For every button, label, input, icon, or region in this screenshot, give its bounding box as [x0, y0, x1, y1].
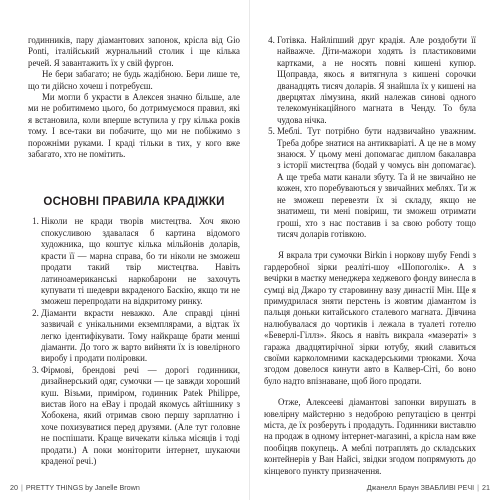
left-book-title: PRETTY THINGS — [25, 483, 84, 492]
left-footer: 20 | PRETTY THINGS by Janelle Brown — [10, 483, 140, 492]
left-page-number: 20 — [10, 483, 18, 492]
section-heading: ОСНОВНІ ПРАВИЛА КРАДІЖКИ — [43, 196, 225, 209]
right-paragraph-birkin: Я вкрала три сумочки Birkin і норкову шубу Fendi з гардеробної зірки реаліті-шоу «Шопоголік». А з вечірки в маєтку менеджера хеджевого фонду винесла в сумці від Джаро ту старовинну вазу династії Мін. Ще я примудрилася зняти перстень із жовтим діамантом із пальця доньки китайського сталевого магната. Дівчина налюбувалася до чортиків і лежала в туалеті готелю «Беверлі-Гіллз». Якось я навіть викрала «мазераті» з гаража двадцятирічної зірки ютубу, який славиться своїми карколомними каскадерськими трюками. Хоча згодом довелося кинути авто в Калвер-Сіті, бо воно було надто впізнаване, щоб його продати. — [264, 250, 476, 386]
rule-item-4: 4. Готівка. Найліпший друг крадія. Але роздобути її найважче. Діти-мажори ходять із пластиковими картками, а не носять повні кишені купюр. Щоправда, якось я витягнула з кишені сорочки дванадцять тисяч доларів. Я знайшла їх у кишені на дверцятах лімузина, який належав синові одного телекомунікаційного магната в Ченду. То була чудова нічка. — [277, 35, 476, 126]
right-page — [250, 0, 500, 500]
left-paragraph-3: Ми могли б украсти в Алексея значно більше, але ми не робитимемо цього, бо дотримуємося правил, які я встановила, коли вперше вступила у гру кілька років тому. І все-таки ви побачите, що ми не побіжимо з порожніми руками. І краді тільки в тих, у кого вже забагато, хто не помітить. — [28, 92, 240, 160]
rules-list-right — [264, 35, 476, 240]
right-footer: Джанелл Браун ЗВАБЛИВІ РЕЧІ | 21 — [366, 483, 490, 492]
right-paragraph-final: Отже, Алексееві діамантові запонки вирушать в ювелірну майстерню з недоброю репутацією в центрі міста, де їх розберуть і продадуть. Годинники виставлю на продаж в одному інтернет-магазині, а крісла нам вже пообіцяв покупець. А меблі потраплять до складських контейнерів у Ван Найсі, звідки згодом попрямують до кінцевого пункту призначення. — [264, 397, 476, 476]
left-paragraph-2: Не бери забагато; не будь жадібною. Бери лише те, що ти дійсно хочеш і потребуєш. — [28, 69, 240, 91]
right-page-number: 21 — [482, 483, 490, 492]
right-author: Джанелл Браун — [366, 483, 419, 492]
left-paragraph-1: годинників, пару діамантових запонок, крісла від Gio Ponti, італійський журнальний столик і ще кілька речей. Я завантажить їх у свій фургон. — [28, 35, 240, 68]
rule-item-1: 1. Ніколи не кради творів мистецтва. Хоч якою спокусливою здавалася б картина відомого художника, що коштує кілька мільйонів доларів, красти її — марна справа, бо ти ніколи не зможеш продати такий твір мистецтва. Навіть латиноамериканські наркобарони не захочуть купувати ті шедеври вкраденого Баскію, якщо ти не зможеш перепродати на відкритому ринку. — [41, 216, 240, 307]
rule-item-5: 5. Меблі. Тут потрібно бути надзвичайно уважним. Треба добре знатися на антикваріаті. А це не в мому знаюся. У цьому мені допомагає диплом бакалавра з історії мистецтва (бодай у чомусь він допомагає). А ще треба мати канали збуту. Та й не звичайно не кожен, хто поребуваються у звичайних меблях. Ти ж не зможеш перевезти їх зі складу, якщо не знатимеш, ти мені повіриш, ти зможеш отримати гроші, хто з нас поставив і за свою роботу тощо тисяч доларів готівкою. — [277, 126, 476, 240]
left-author: by Janelle Brown — [85, 483, 140, 492]
rules-list-left — [28, 216, 240, 467]
right-book-title: ЗВАБЛИВІ РЕЧІ — [420, 483, 475, 492]
rule-item-3: 3. Фірмові, брендові речі — дорогі годинники, дизайнерський одяг, сумочки — це завжди хороший куш. Візьми, приміром, годинник Patek Philippe, вистав його на eBay і продай якомусь айтішнику з Хобокена, який отримав свою першу зарплатню і хоче похизуватися перед друзями. (Але тут головне не поспішати. Краще вичекати кілька місяців і тоді продати.) А поки моніторити інтернет, шукаючи краденої речі.) — [41, 365, 240, 468]
rule-item-2: 2. Діаманти вкрасти неважко. Але справді цінні зазвичай є унікальними екземплярами, а відтак їх легко ідентифікувати. Тому найкраще брати менші діаманти. До того ж варто вийняти їх із ювелірного виробу і продати поліровки. — [41, 308, 240, 365]
